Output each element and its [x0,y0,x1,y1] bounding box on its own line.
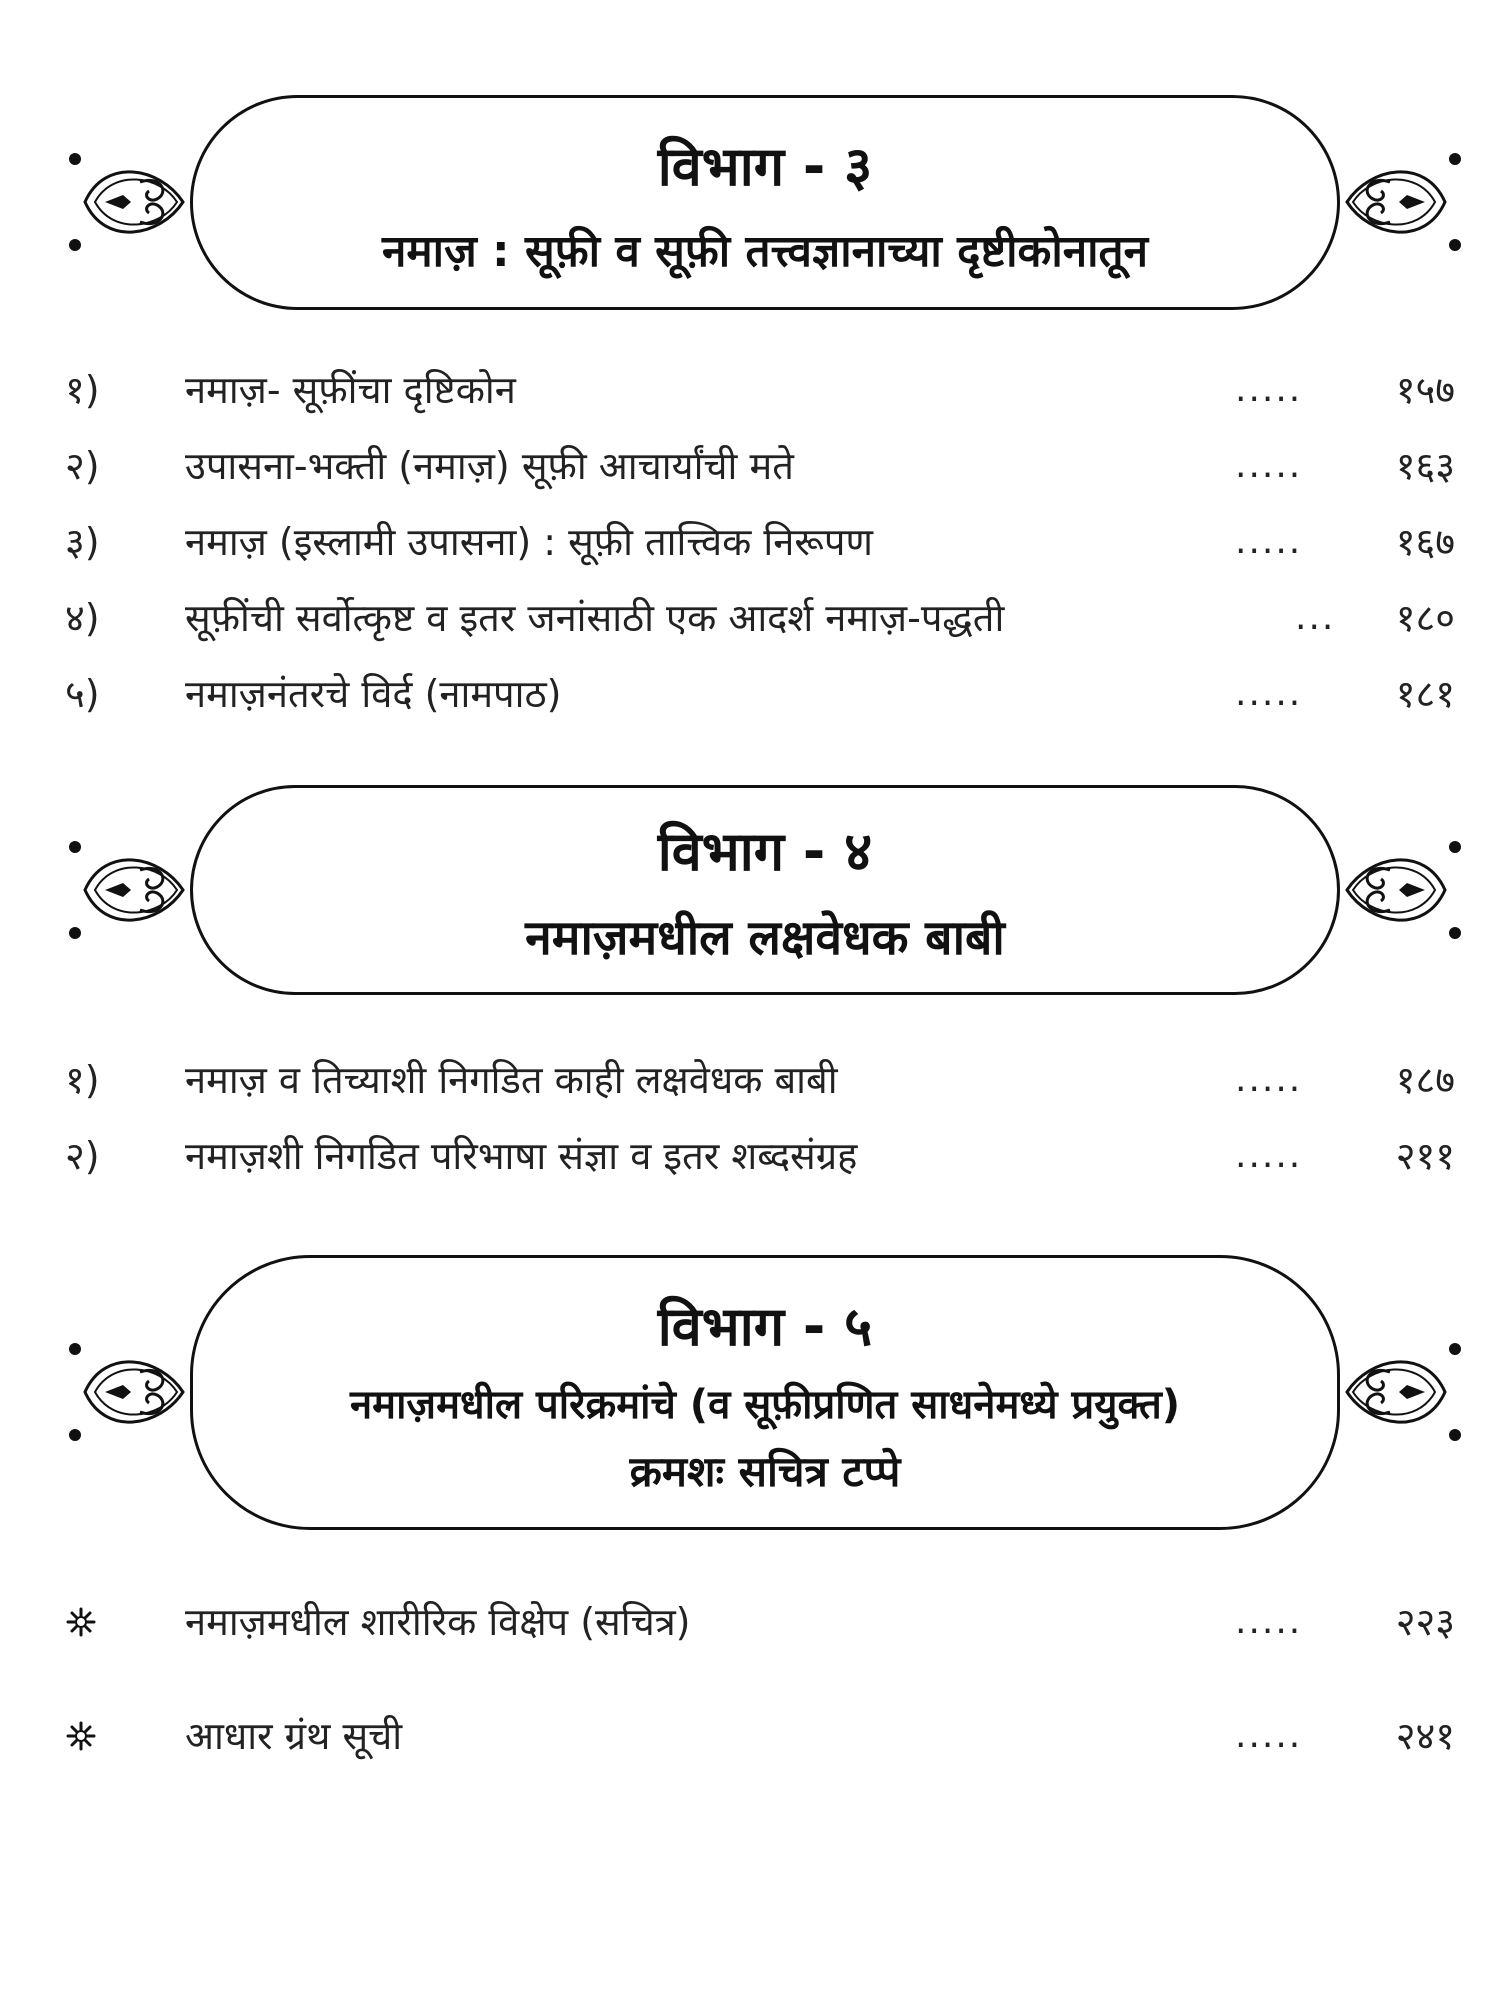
entry-page-number: १८० [1395,596,1455,640]
scroll-ornament-right-icon [1340,835,1465,945]
entry-title: नमाज़शी निगडित परिभाषा संज्ञा व इतर शब्दसंग्रह [185,1134,858,1178]
entry-title: नमाज़ व तिच्याशी निगडित काही लक्षवेधक बाबी [185,1058,838,1102]
entry-page-number: १५७ [1395,368,1455,412]
leader-dots: ..... [1235,1715,1303,1756]
scroll-ornament-left-icon [65,1337,190,1447]
entry-page-number: २२३ [1395,1600,1455,1644]
leader-dots: ..... [1235,1601,1303,1642]
entry-page-number: १६३ [1395,444,1455,488]
entry-page-number: १८१ [1395,672,1455,716]
entry-number: ५) [65,672,100,716]
asterisk-flower-icon [65,1720,97,1752]
entry-number: ३) [65,520,100,564]
toc-entry[interactable] [65,1126,1455,1186]
entry-number: २) [65,1134,100,1178]
entry-number: २) [65,444,100,488]
section-subtitle: नमाज़मधील परिक्रमांचे (व सूफ़ीप्रणित साधनेमध्ये प्रयुक्त) [349,1381,1181,1428]
leader-dots: ..... [1235,1135,1303,1176]
toc-entry[interactable] [65,588,1455,648]
entry-title: नमाज़नंतरचे विर्द (नामपाठ) [185,672,562,716]
section-heading: विभाग - ३ [657,134,873,198]
section-4-banner [65,785,1465,995]
section-subtitle: नमाज़ : सूफ़ी व सूफ़ी तत्त्वज्ञानाच्या दृष्टीकोनातून [381,225,1149,277]
leader-dots: ..... [1235,1059,1303,1100]
section-3-banner [65,95,1465,310]
scroll-ornament-right-icon [1340,1337,1465,1447]
entry-title: सूफ़ींची सर्वोत्कृष्ट व इतर जनांसाठी एक आदर्श नमाज़-पद्धती [185,596,1005,640]
toc-entry[interactable] [65,1050,1455,1110]
entry-title: नमाज़मधील शारीरिक विक्षेप (सचित्र) [185,1600,691,1644]
leader-dots: ..... [1235,673,1303,714]
section-5-banner [65,1255,1465,1530]
entry-number: १) [65,1058,100,1102]
scroll-ornament-right-icon [1340,147,1465,257]
entry-number: ४) [65,596,100,640]
entry-title: आधार ग्रंथ सूची [185,1714,403,1758]
section-heading: विभाग - ५ [657,1294,873,1358]
entry-page-number: १८७ [1395,1058,1455,1102]
section-heading: विभाग - ४ [657,819,873,883]
entry-page-number: १६७ [1395,520,1455,564]
leader-dots: ... [1295,597,1336,638]
toc-entry[interactable] [65,512,1455,572]
leader-dots: ..... [1235,445,1303,486]
toc-entry[interactable] [65,360,1455,420]
asterisk-flower-icon [65,1606,97,1638]
scroll-ornament-left-icon [65,835,190,945]
banner-text [190,1255,1340,1530]
toc-entry[interactable] [65,664,1455,724]
section-subtitle-second-line: क्रमशः सचित्र टप्पे [629,1446,901,1496]
banner-text [190,95,1340,310]
section-subtitle: नमाज़मधील लक्षवेधक बाबी [525,909,1005,966]
toc-entry[interactable] [65,436,1455,496]
entry-page-number: २४१ [1395,1714,1455,1758]
entry-title: उपासना-भक्ती (नमाज़) सूफ़ी आचार्यांची मते [185,444,794,488]
entry-title: नमाज़- सूफ़ींचा दृष्टिकोन [185,368,516,412]
leader-dots: ..... [1235,369,1303,410]
scroll-ornament-left-icon [65,147,190,257]
entry-title: नमाज़ (इस्लामी उपासना) : सूफ़ी तात्त्विक निरूपण [185,520,873,564]
entry-number: १) [65,368,100,412]
toc-entry[interactable] [65,1592,1455,1652]
banner-text [190,785,1340,995]
toc-entry[interactable] [65,1706,1455,1766]
entry-page-number: २११ [1395,1134,1455,1178]
leader-dots: ..... [1235,521,1303,562]
